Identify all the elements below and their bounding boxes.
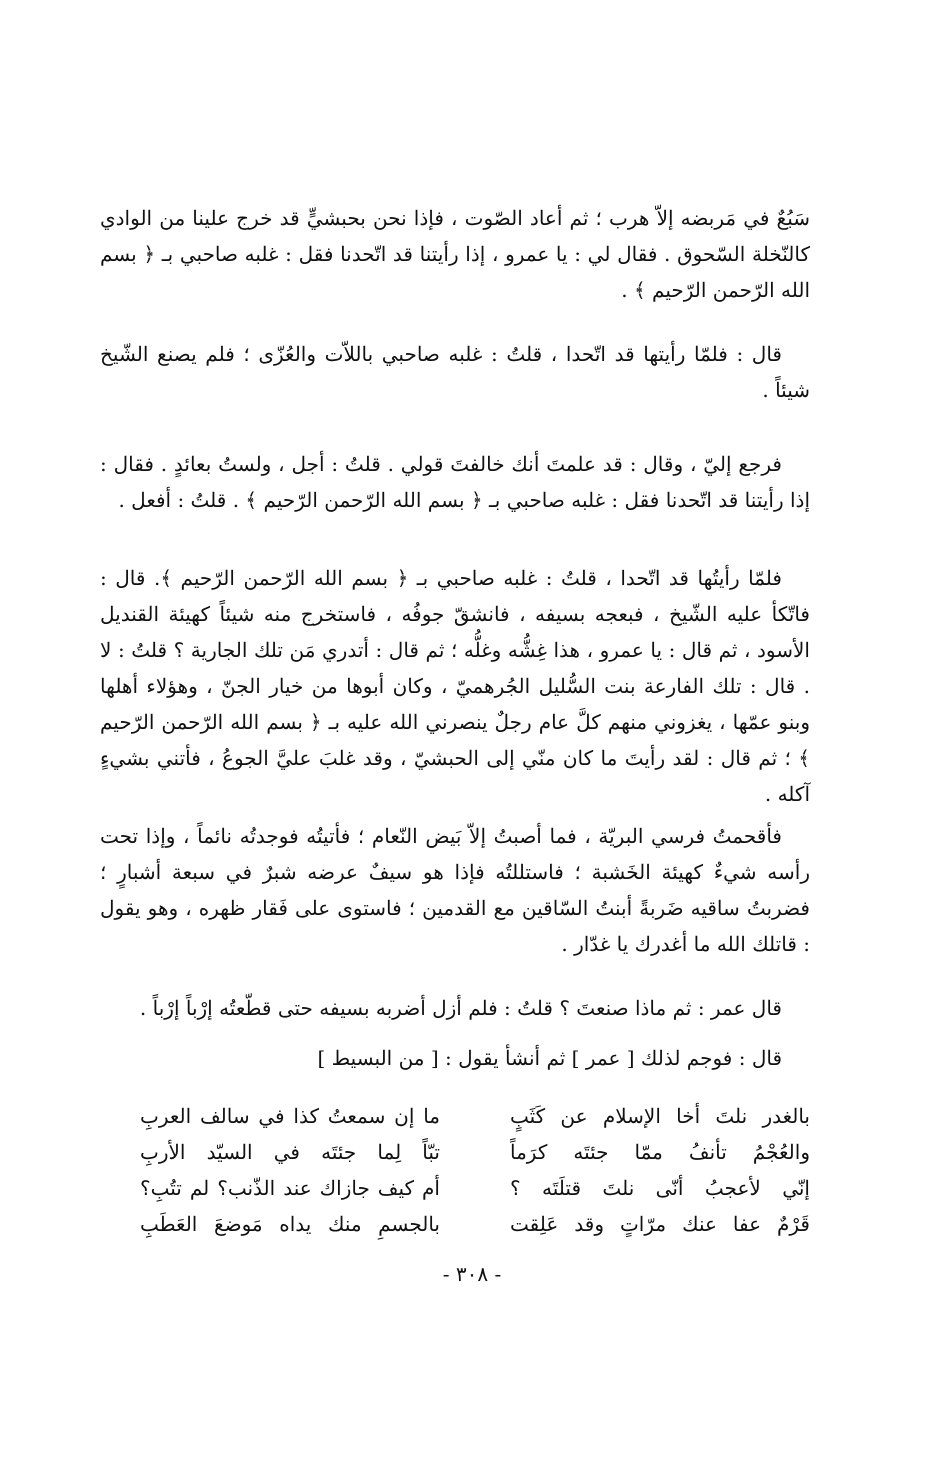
- poem-verse: [140, 1170, 810, 1206]
- page-number: - ٣٠٨ -: [442, 1262, 502, 1286]
- paragraph-6: قال عمر : ثم ماذا صنعتَ ؟ قلتُ : فلم أزل أضربه بسيفه حتى قطّعتُه إرْباً إرْباً .: [139, 996, 782, 1020]
- paragraph-2: قال : فلمّا رأيتها قد اتّحدا ، قلتُ : غلبه صاحبي باللاّت والعُزّى ؛ فلم يصنع الشّيخ شيئاً .: [100, 342, 810, 402]
- poem-verse: [140, 1098, 810, 1134]
- verse-first-hemistich: قَرْمٌ عفا عنك مرّاتٍ وقد عَلِقت: [510, 1212, 810, 1236]
- verse-first-hemistich: والعُجْمُ تأنفُ ممّا جئتَه كرَماً: [510, 1140, 810, 1164]
- paragraph-7: قال : فوجم لذلك [ عمر ] ثم أنشأ يقول : [ من البسيط ]: [317, 1046, 782, 1070]
- verse-first-hemistich: إنّي لأعجبُ أنّى نلتَ قتلَتَه ؟: [510, 1176, 810, 1200]
- verse-second-hemistich: تبّاً لِما جئتَه في السيّد الأربِ: [140, 1140, 440, 1164]
- paragraph-1: سَبُعٌ في مَربضه إلاّ هرب ؛ ثم أعاد الصّوت ، فإذا نحن بحبشيٍّ قد خرج علينا من الوادي كالنّخلة السّحوق . فقال لي : يا عمرو ، إذا رأيتنا قد اتّحدنا فقل : غلبه صاحبي بـ ﴿ بسم الله الرّحمن الرّحيم ﴾ .: [100, 206, 810, 302]
- poem-verse: [140, 1206, 810, 1242]
- paragraph-4: فلمّا رأيتُها قد اتّحدا ، قلتُ : غلبه صاحبي بـ ﴿ بسم الله الرّحمن الرّحيم ﴾. قال : فاتّكأ عليه الشّيخ ، فبعجه بسيفه ، فانشقّ جوفُه ، فاستخرج منه شيئاً كهيئة القنديل الأسود ، ثم قال : يا عمرو ، هذا غِشُّه وغلُّه ؛ ثم قال : أتدري مَن تلك الجارية ؟ قلتُ : لا . قال : تلك الفارعة بنت السُّليل الجُرهميّ ، وكان أبوها من خيار الجنّ ، وهؤلاء أهلها وبنو عمّها ، يغزوني منهم كلَّ عام رجلٌ ينصرني الله عليه بـ ﴿ بسم الله الرّحمن الرّحيم ﴾ ؛ ثم قال : لقد رأيتَ ما كان منّي إلى الحبشيّ ، وقد غلبَ عليَّ الجوعُ ، فأتني بشيءٍ آكله .: [100, 566, 810, 806]
- paragraph-3: فرجع إليّ ، وقال : قد علمتَ أنك خالفتَ قولي . قلتُ : أجل ، ولستُ بعائدٍ . فقال : إذا رأيتنا قد اتّحدنا فقل : غلبه صاحبي بـ ﴿ بسم الله الرّحمن الرّحيم ﴾ . قلتُ : أفعل .: [100, 452, 810, 512]
- verse-first-hemistich: بالغدر نلتَ أخا الإسلام عن كَثَبٍ: [510, 1104, 810, 1128]
- verse-second-hemistich: أم كيف جازاك عند الذّنب؟ لم تتُبِ؟: [140, 1176, 440, 1200]
- poem-verse: [140, 1134, 810, 1170]
- paragraph-5: فأقحمتُ فرسي البريّة ، فما أصبتُ إلاّ بَيض النّعام ؛ فأتيتُه فوجدتُه نائماً ، وإذا تحت رأسه شيءٌ كهيئة الخَشبة ؛ فاستللتُه فإذا هو سيفٌ عرضه شبرٌ في سبعة أشبارٍ ؛ فضربتُ ساقيه ضَربةً أبنتُ السّاقين مع القدمين ؛ فاستوى على فَقار ظهره ، وهو يقول : قاتلك الله ما أغدرك يا غدّار .: [100, 824, 810, 956]
- poem: [140, 1098, 810, 1242]
- verse-second-hemistich: بالجسمِ منك يداه مَوضعَ العَطَبِ: [140, 1212, 440, 1236]
- verse-second-hemistich: ما إن سمعتُ كذا في سالف العربِ: [140, 1104, 440, 1128]
